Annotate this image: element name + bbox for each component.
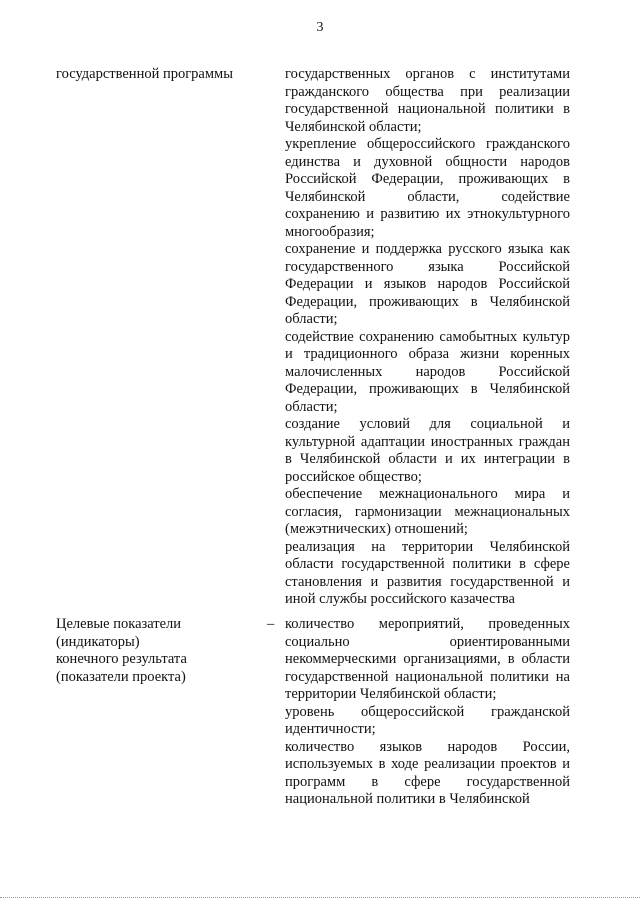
content-paragraph: количество языков народов России, используемых в ходе реализации проектов и программ в сфере государственной национальной политики в Челябинской (285, 738, 570, 807)
section-content (285, 616, 570, 809)
page-number: 3 (316, 20, 324, 35)
content-paragraph: сохранение и поддержка русского языка как государственного языка Российской Федерации и языков народов Российской Федерации, проживающих в Челябинской области; (285, 241, 570, 327)
section-label (56, 66, 256, 84)
content-paragraph: государственных органов с институтами гражданского общества при реализации государственной национальной политики в Челябинской области; (285, 66, 570, 135)
section-label-line: Целевые показатели (56, 616, 182, 632)
section-label-line: государственной программы (56, 66, 233, 82)
content-paragraph: создание условий для социальной и культурной адаптации иностранных граждан в Челябинской области и их интеграции в российское общество; (285, 416, 570, 485)
content-paragraph: укрепление общероссийского гражданского единства и духовной общности народов Российской Федерации, проживающих в Челябинской области, содействие сохранению и развитию их этнокультурного многообразия; (285, 136, 570, 240)
content-paragraph: содействие сохранению самобытных культур и традиционного образа жизни коренных малочисленных народов Российской Федерации, проживающих в Челябинской области; (285, 328, 570, 415)
section-label-line: конечного результата (56, 651, 187, 667)
section-content (285, 66, 570, 609)
separator-dash: – (267, 616, 275, 632)
section-label (56, 616, 256, 686)
section-label-line: (показатели проекта) (56, 668, 186, 685)
section-label-line: (индикаторы) (56, 633, 140, 650)
content-paragraph: количество мероприятий, проведенных социально ориентированными некоммерческими организациями, в области государственной национальной политики на территории Челябинской области; (285, 616, 570, 702)
content-paragraph: обеспечение межнационального мира и согласия, гармонизации межнациональных (межэтнических) отношений; (285, 486, 570, 537)
page-bottom-rule (0, 897, 640, 899)
content-paragraph: уровень общероссийской гражданской идентичности; (285, 703, 570, 737)
content-paragraph: реализация на территории Челябинской области государственной политики в сфере становления и развития государственной и иной службы российского казачества (285, 538, 570, 607)
